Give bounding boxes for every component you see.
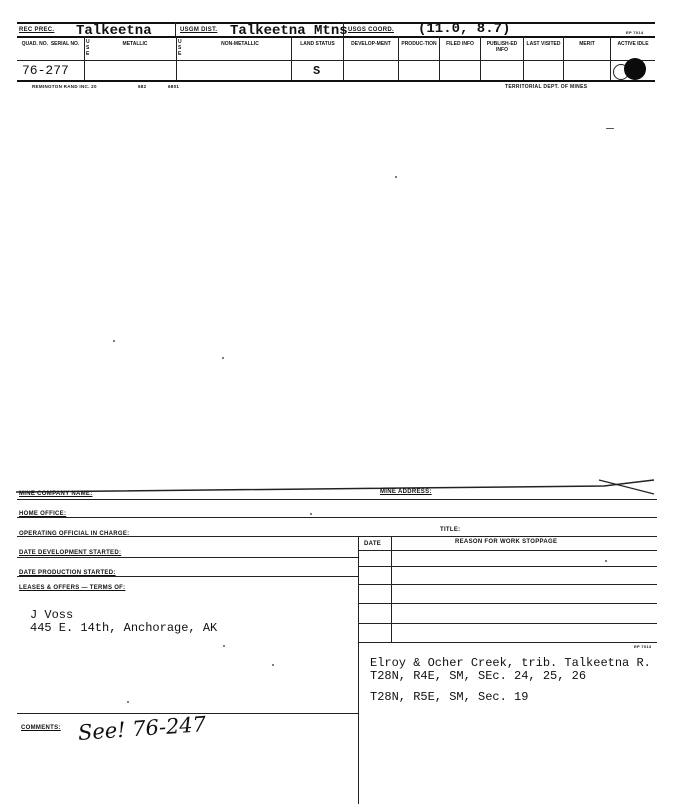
scan-speck <box>223 645 225 647</box>
lease-holder-address: 445 E. 14th, Anchorage, AK <box>30 621 218 635</box>
comments-handwritten: See! 76-247 <box>77 712 207 745</box>
rule <box>358 642 657 643</box>
top-form-number: EP 7014 <box>626 30 644 35</box>
bottom-card-vertical-divider <box>358 536 359 804</box>
rule <box>358 623 657 624</box>
location-line-1: Elroy & Ocher Creek, trib. Talkeetna R. <box>370 656 651 670</box>
date-column-divider <box>391 536 392 642</box>
col-last-visited: LAST VISITED <box>526 41 561 47</box>
scan-speck <box>310 513 312 515</box>
col-metallic: METALLIC <box>122 41 148 47</box>
col-published-info: PUBLISH-ED INFO <box>486 41 518 53</box>
usgm-dist-value: Talkeetna Mtns <box>230 23 348 39</box>
rule <box>17 517 657 518</box>
scan-speck <box>395 176 397 178</box>
top-footer-dept: TERRITORIAL DEPT. OF MINES <box>505 84 588 90</box>
scan-speck <box>606 128 614 129</box>
rule <box>17 499 657 500</box>
rule <box>358 603 657 604</box>
location-line-2: T28N, R4E, SM, SEc. 24, 25, 26 <box>370 669 587 683</box>
mine-address-label: MINE ADDRESS: <box>380 489 432 495</box>
scan-speck <box>222 357 224 359</box>
rule <box>358 550 657 551</box>
top-card-column-divider <box>17 60 655 61</box>
col-land-status: LAND STATUS <box>300 41 335 47</box>
date-development-label: DATE DEVELOPMENT STARTED: <box>19 550 122 556</box>
rule <box>358 566 657 567</box>
col-merit: MERIT <box>579 41 595 47</box>
top-card-border-bottom <box>17 80 655 82</box>
comments-label: COMMENTS: <box>21 725 61 731</box>
col-development: DEVELOP-MENT <box>351 41 391 47</box>
divider <box>175 22 176 36</box>
scan-speck <box>605 560 607 562</box>
col-production: PRODUC-TION <box>401 41 437 47</box>
bottom-card-top-edge <box>14 472 658 498</box>
divider <box>84 36 85 80</box>
quad-serial-value: 76-277 <box>22 63 69 78</box>
location-line-3: T28N, R5E, SM, Sec. 19 <box>370 690 529 704</box>
col-quad-no: QUAD. NO. <box>21 41 49 47</box>
col-non-metallic: NON-METALLIC <box>221 41 259 47</box>
bottom-form-number: EP 7013 <box>634 644 652 649</box>
rule <box>17 557 358 558</box>
punched-circle-icon <box>624 58 646 80</box>
scan-speck <box>113 340 115 342</box>
scan-speck <box>272 664 274 666</box>
usgm-dist-label: USGM DIST. <box>180 27 218 33</box>
land-status-value: S <box>313 64 321 78</box>
rule <box>17 576 358 577</box>
col-use-left: U S E <box>86 39 90 57</box>
leases-label: LEASES & OFFERS — TERMS OF: <box>19 585 126 591</box>
divider <box>176 36 177 80</box>
col-quad-serial <box>17 41 84 47</box>
date-production-label: DATE PRODUCTION STARTED: <box>19 570 116 576</box>
col-serial-no: SERIAL NO. <box>50 41 80 47</box>
top-footer-code2: 6801 <box>168 84 180 89</box>
date-header: DATE <box>364 541 382 547</box>
usgs-coord-label: USGS COORD. <box>348 27 394 33</box>
lease-holder-name: J Voss <box>30 608 74 622</box>
rule <box>17 536 657 537</box>
mine-company-label: MINE COMPANY NAME: <box>19 491 93 497</box>
col-active-idle: ACTIVE IDLE <box>617 41 649 47</box>
col-filed-info: FILED INFO <box>446 41 474 47</box>
usgs-coord-value: (11.0, 8.7) <box>418 21 511 37</box>
rec-prec-label: REC PREC. <box>19 27 55 33</box>
rule <box>358 584 657 585</box>
title-label: TITLE: <box>440 527 461 533</box>
reason-header: REASON FOR WORK STOPPAGE <box>455 539 558 545</box>
home-office-label: HOME OFFICE: <box>19 511 67 517</box>
operating-official-label: OPERATING OFFICIAL IN CHARGE: <box>19 531 130 537</box>
scan-speck <box>127 701 129 703</box>
top-footer-printer: REMINGTON RAND INC. 20 <box>32 84 97 89</box>
top-footer-code1: 682 <box>138 84 147 89</box>
rec-prec-value: Talkeetna <box>76 23 152 39</box>
col-use-right: U S E <box>178 39 182 57</box>
